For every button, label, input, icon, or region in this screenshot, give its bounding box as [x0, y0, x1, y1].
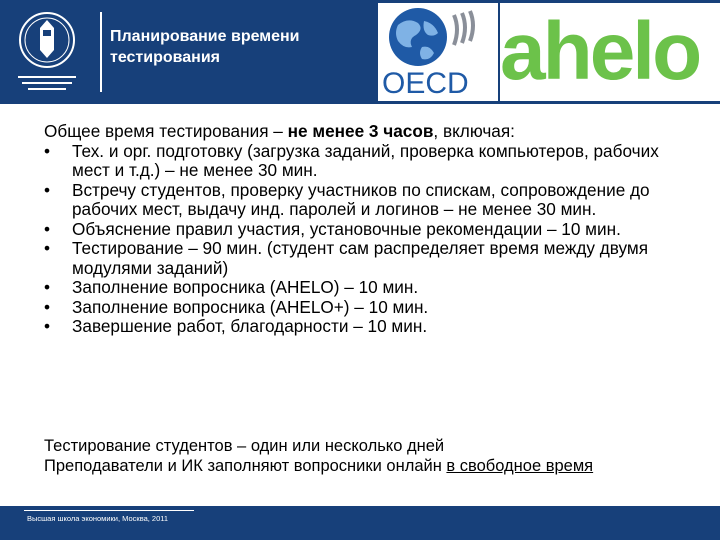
hse-logo-icon	[12, 6, 82, 98]
oecd-logo	[378, 3, 498, 101]
page-title-line-2: тестирования	[110, 49, 220, 66]
list-item: • Объяснение правил участия, установочные рекомендации – 10 мин.	[44, 220, 694, 240]
bottom-caption: Высшая школа экономики, Москва, 2011	[27, 514, 169, 523]
list-item: • Тестирование – 90 мин. (студент сам распределяет время между двумя модулями заданий)	[44, 239, 694, 278]
ahelo-logo-graphic	[500, 3, 720, 101]
bottom-bar	[0, 506, 720, 540]
header-divider	[100, 12, 102, 92]
main-content	[44, 122, 694, 337]
intro-text-start: Общее время тестирования –	[44, 121, 288, 141]
note-line-1: Тестирование студентов – один или несколько дней	[44, 437, 445, 455]
list-item: • Тех. и орг. подготовку (загрузка заданий, проверка компьютеров, рабочих мест и т.д.) – не менее 30 мин.	[44, 142, 694, 181]
list-item: • Встречу студентов, проверку участников по спискам, сопровождение до рабочих мест, выдачу инд. паролей и логинов – не менее 30 мин.	[44, 181, 694, 220]
header-band	[0, 0, 720, 104]
oecd-globe-icon	[378, 3, 498, 101]
intro-paragraph	[44, 122, 694, 142]
intro-text-end: , включая:	[433, 121, 515, 141]
note-line-2-text: Преподаватели и ИК заполняют вопросники онлайн	[44, 456, 447, 475]
bottom-rule	[24, 510, 194, 511]
ahelo-logo-text: ahelo	[500, 6, 700, 97]
summary-notes	[44, 437, 694, 476]
note-line-2-underlined: в свободное время	[446, 456, 594, 475]
time-breakdown-list	[44, 142, 694, 337]
ahelo-logo	[500, 3, 720, 101]
list-item: • Завершение работ, благодарности – 10 мин.	[44, 317, 694, 337]
list-item: • Заполнение вопросника (AHELO) – 10 мин.	[44, 278, 694, 298]
intro-text-bold: не менее 3 часов	[287, 121, 434, 141]
page-title	[110, 26, 370, 68]
note-line-2	[44, 457, 694, 477]
page-title-line-1: Планирование времени	[110, 28, 300, 45]
list-item: • Заполнение вопросника (AHELO+) – 10 мин.	[44, 298, 694, 318]
oecd-logo-text: OECD	[382, 67, 469, 100]
